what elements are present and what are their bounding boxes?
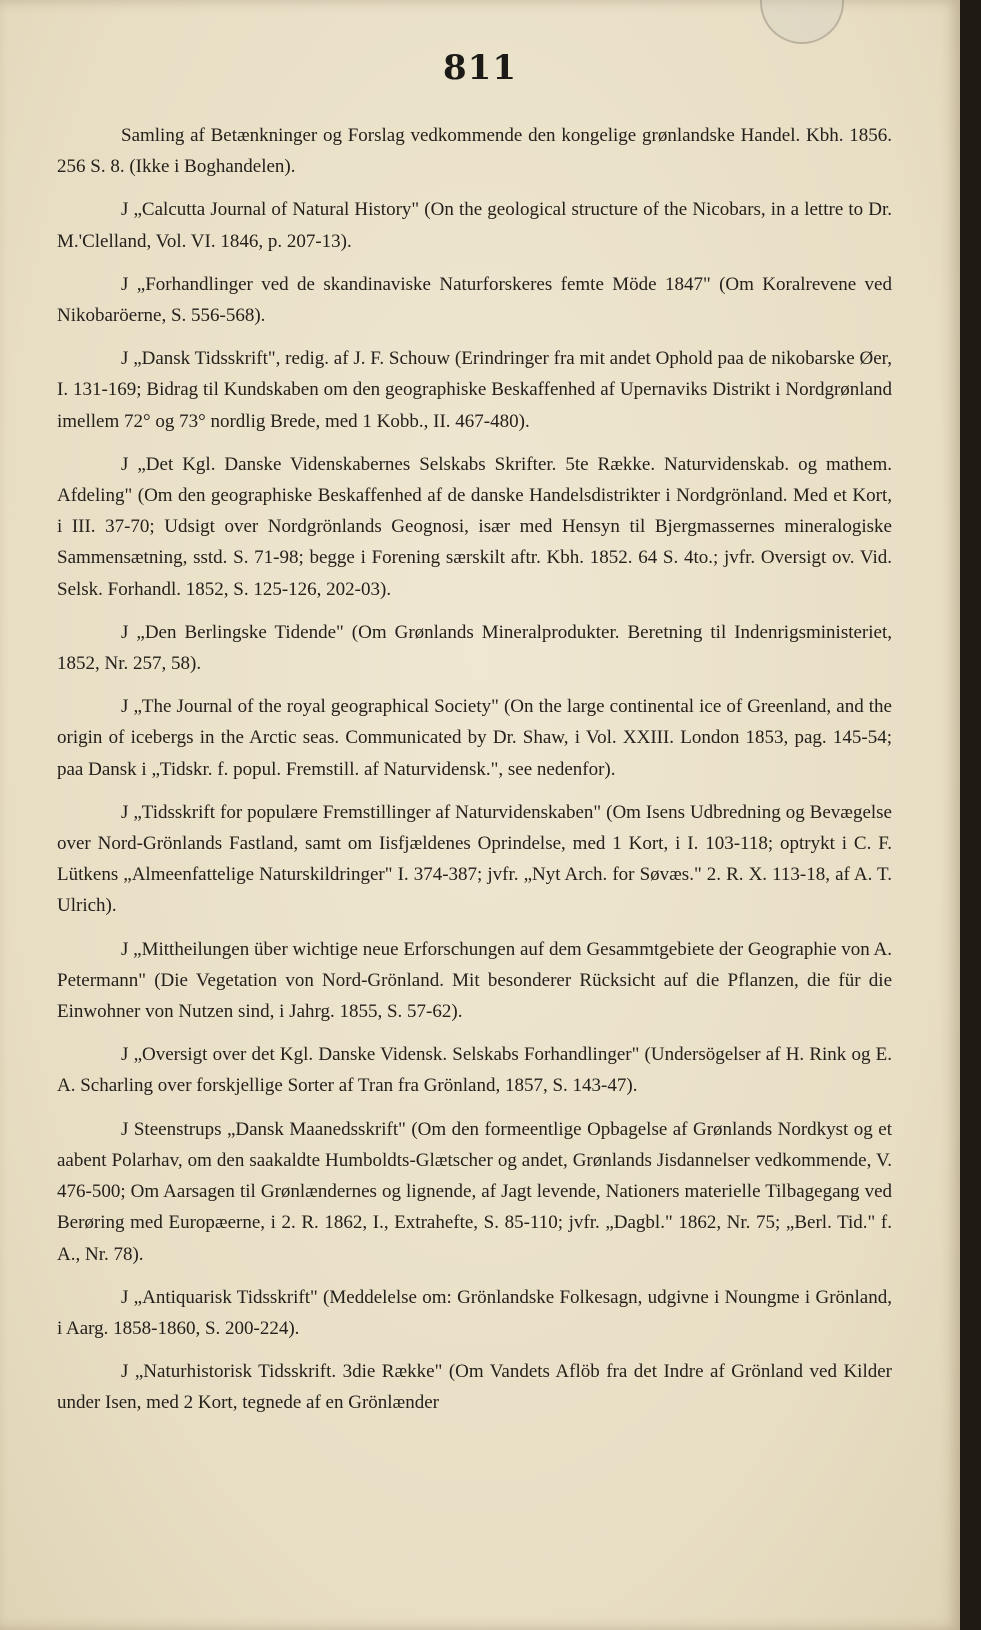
bibliography-entry-2: J „Forhandlinger ved de skandinaviske Naturforskeres femte Möde 1847" (Om Koralrevene ved Nikobaröerne, S. 556-568). bbox=[57, 273, 892, 327]
bibliography-entry-3: J „Dansk Tidsskrift", redig. af J. F. Schouw (Erindringer fra mit andet Ophold paa de nikobarske Øer, I. 131-169; Bidrag til Kundskaben om den geographiske Beskaffenhed af Upernaviks Distrikt i Nordgrønland imellem 72° og 73° nordlig Brede, med 1 Kobb., II. 467-480). bbox=[57, 348, 892, 432]
page-corner-mark bbox=[760, 0, 844, 44]
bibliography-entry-8: J „Mittheilungen über wichtige neue Erforschungen auf dem Gesammtgebiete der Geographie von A. Petermann" (Die Vegetation von Nord-Grönland. Mit besonderer Rücksicht auf die Pflanzen, die für die Einwohner von Nutzen sind, i Jahrg. 1855, S. 57-62). bbox=[57, 938, 892, 1023]
bibliography-entry-9: J „Oversigt over det Kgl. Danske Vidensk. Selskabs Forhandlinger" (Undersögelser af H. Rink og E. A. Scharling over forskjellige Sorter af Tran fra Grönland, 1857, S. 143-47). bbox=[57, 1044, 892, 1097]
bibliography-entry-1: J „Calcutta Journal of Natural History" (On the geological structure of the Nicobars, in a lettre to Dr. M.'Clelland, Vol. VI. 1846, p. 207-13). bbox=[57, 199, 892, 252]
bibliography-entry-11: J „Antiquarisk Tidsskrift" (Meddelelse om: Grönlandske Folkesagn, udgivne i Noungme i Grönland, i Aarg. 1858-1860, S. 200-224). bbox=[57, 1286, 892, 1339]
bibliography-list bbox=[57, 120, 892, 1431]
page-number: 811 bbox=[443, 48, 517, 88]
bibliography-entry-5: J „Den Berlingske Tidende" (Om Grønlands Mineralprodukter. Beretning til Indenrigsministeriet, 1852, Nr. 257, 58). bbox=[57, 621, 892, 675]
bibliography-entry-7: J „Tidsskrift for populære Fremstillinger af Naturvidenskaben" (Om Isens Udbredning og Bevægelse over Nord-Grönlands Fastland, samt om Iisfjældenes Oprindelse, med 1 Kort, i I. 103-118; optrykt i C. F. Lütkens „Almeenfattelige Naturskildringer" I. 374-387; jvfr. „Nyt Arch. for Søvæs." 2. R. X. 113-18, af A. T. Ulrich). bbox=[57, 801, 892, 917]
bibliography-entry-4: J „Det Kgl. Danske Videnskabernes Selskabs Skrifter. 5te Række. Naturvidenskab. og mathem. Afdeling" (Om den geographiske Beskaffenhed af de danske Handelsdistrikter i Nordgrönland. Med et Kort, i III. 37-70; Udsigt over Nordgrönlands Geognosi, især med Hensyn til Bjergmassernes mineralogiske Sammensætning, sstd. S. 71-98; begge i Forening særskilt aftr. Kbh. 1852. 64 S. 4to.; jvfr. Oversigt ov. Vid. Selsk. Forhandl. 1852, S. 125-126, 202-03). bbox=[57, 453, 892, 600]
bibliography-entry-6: J „The Journal of the royal geographical Society" (On the large continental ice of Greenland, and the origin of icebergs in the Arctic seas. Communicated by Dr. Shaw, i Vol. XXIII. London 1853, pag. 145-54; paa Dansk i „Tidskr. f. popul. Fremstill. af Naturvidensk.", see nedenfor). bbox=[57, 696, 892, 780]
bibliography-entry-12: J „Naturhistorisk Tidsskrift. 3die Række" (Om Vandets Aflöb fra det Indre af Grönland ved Kilder under Isen, med 2 Kort, tegnede af en Grönlænder bbox=[57, 1361, 892, 1414]
bibliography-entry-10: J Steenstrups „Dansk Maanedsskrift" (Om den formeentlige Opbagelse af Grønlands Nordkyst og et aabent Polarhav, om den saakaldte Humboldts-Glætscher og andet, Grønlands Jisdannelser vedkommende, V. 476-500; Om Aarsagen til Grønlændernes og lignende, af Jagt levende, Nationers materielle Tilbagegang ved Berøring med Europæerne, i 2. R. 1862, I., Extrahefte, S. 85-110; jvfr. „Dagbl." 1862, Nr. 75; „Berl. Tid." f. A., Nr. 78). bbox=[57, 1118, 892, 1265]
bibliography-entry-0: Samling af Betænkninger og Forslag vedkommende den kongelige grønlandske Handel. Kbh. 1856. 256 S. 8. (Ikke i Boghandelen). bbox=[57, 125, 892, 178]
